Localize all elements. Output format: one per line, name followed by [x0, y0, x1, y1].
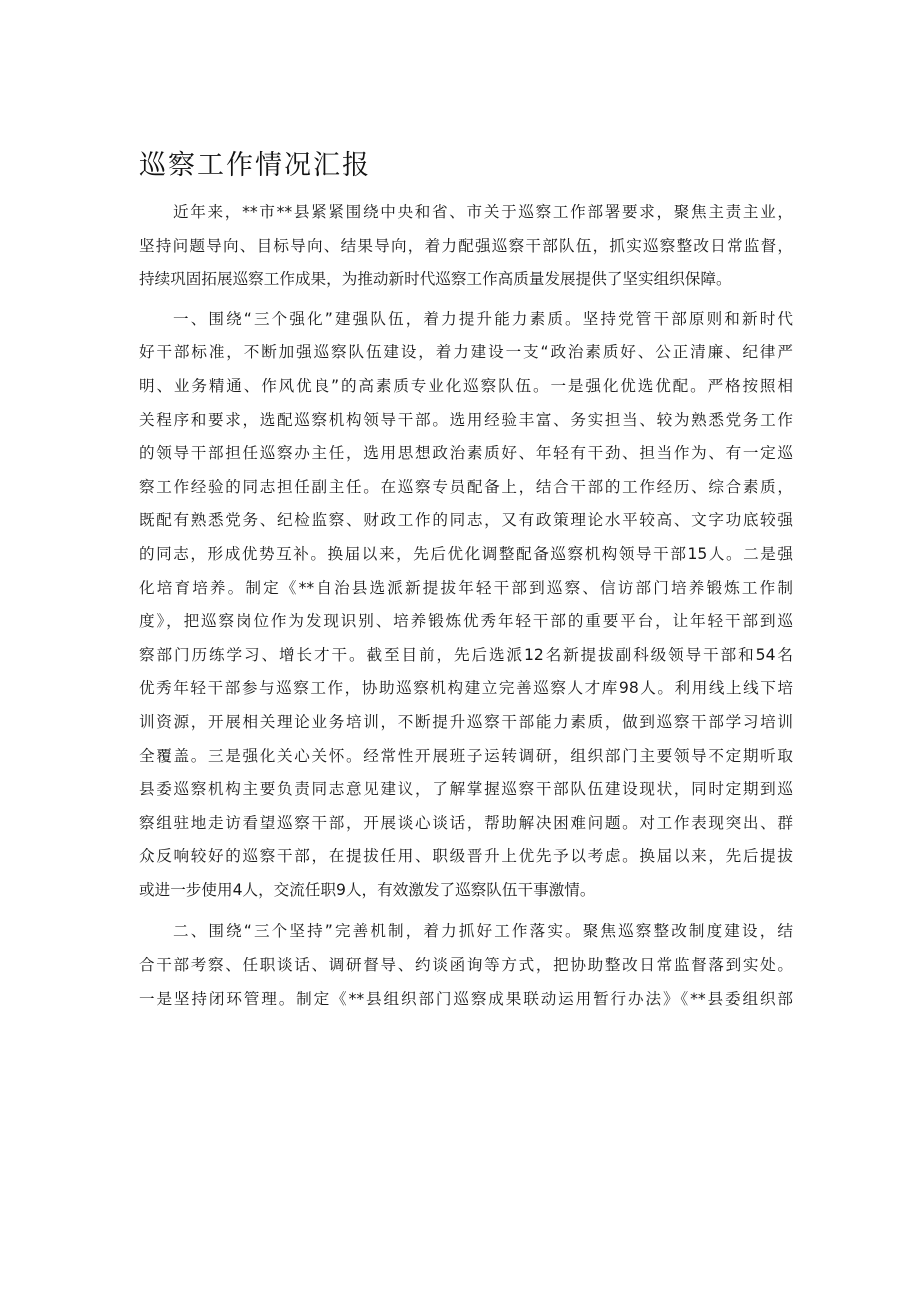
text-line: 持续巩固拓展巡察工作成果，为推动新时代巡察工作高质量发展提供了坚实组织保障。: [139, 270, 732, 289]
text-line: 的领导干部担任巡察办主任，选用思想政治素质好、年轻有干劲、担当作为、有一定巡: [139, 444, 793, 463]
paragraph-section-two: [139, 915, 793, 1016]
text-line: 度》，把巡察岗位作为发现识别、培养锻炼优秀年轻干部的重要平台，让年轻干部到巡: [139, 612, 793, 631]
text-line: 好干部标准，不断加强巡察队伍建设，着力建设一支“政治素质好、公正清廉、纪律严: [139, 343, 793, 362]
paragraph-intro: [139, 196, 793, 297]
text-line: 坚持问题导向、目标导向、结果导向，着力配强巡察干部队伍，抓实巡察整改日常监督，: [139, 236, 793, 255]
text-line: 合干部考察、任职谈话、调研督导、约谈函询等方式，把协助整改日常监督落到实处。: [139, 956, 793, 975]
text-line: 近年来，**市**县紧紧围绕中央和省、市关于巡察工作部署要求，聚焦主责主业，: [173, 203, 793, 221]
text-line: 关程序和要求，选配巡察机构领导干部。选用经验丰富、务实担当、较为熟悉党务工作: [139, 410, 793, 429]
text-line: 优秀年轻干部参与巡察工作，协助巡察机构建立完善巡察人才库98人。利用线上线下培: [139, 679, 793, 698]
text-line: 既配有熟悉党务、纪检监察、财政工作的同志，又有政策理论水平较高、文字功底较强: [139, 511, 793, 530]
text-line: 一是坚持闭环管理。制定《**县组织部门巡察成果联动运用暂行办法》《**县委组织部: [139, 989, 793, 1008]
text-line: 或进一步使用4人，交流任职9人，有效激发了巡察队伍干事激情。: [139, 880, 596, 899]
document-title: 巡察工作情况汇报: [139, 150, 371, 181]
text-line: 化培育培养。制定《**自治县选派新提拔年轻干部到巡察、信访部门培养锻炼工作制: [139, 578, 793, 597]
text-line: 众反响较好的巡察干部，在提拔任用、职级晋升上优先予以考虑。换届以来，先后提拔: [139, 847, 793, 866]
paragraph-section-one: [139, 303, 793, 908]
text-line: 训资源，开展相关理论业务培训，不断提升巡察干部能力素质，做到巡察干部学习培训: [139, 712, 793, 731]
text-line: 明、业务精通、作风优良”的高素质专业化巡察队伍。一是强化优选优配。严格按照相: [139, 376, 793, 395]
text-line: 察部门历练学习、增长才干。截至目前，先后选派12名新提拔副科级领导干部和54名: [139, 645, 793, 664]
text-line: 察组驻地走访看望巡察干部，开展谈心谈话，帮助解决困难问题。对工作表现突出、群: [139, 813, 793, 832]
text-line: 县委巡察机构主要负责同志意见建议，了解掌握巡察干部队伍建设现状，同时定期到巡: [139, 780, 793, 799]
text-line: 全覆盖。三是强化关心关怀。经常性开展班子运转调研，组织部门主要领导不定期听取: [139, 746, 793, 765]
document-body: [139, 196, 793, 1016]
text-line: 一、围绕“三个强化”建强队伍，着力提升能力素质。坚持党管干部原则和新时代: [173, 309, 793, 328]
text-line: 的同志，形成优势互补。换届以来，先后优化调整配备巡察机构领导干部15人。二是强: [139, 544, 793, 563]
text-line: 二、围绕“三个坚持”完善机制，着力抓好工作落实。聚焦巡察整改制度建设，结: [173, 922, 793, 941]
text-line: 察工作经验的同志担任副主任。在巡察专员配备上，结合干部的工作经历、综合素质，: [139, 477, 793, 496]
